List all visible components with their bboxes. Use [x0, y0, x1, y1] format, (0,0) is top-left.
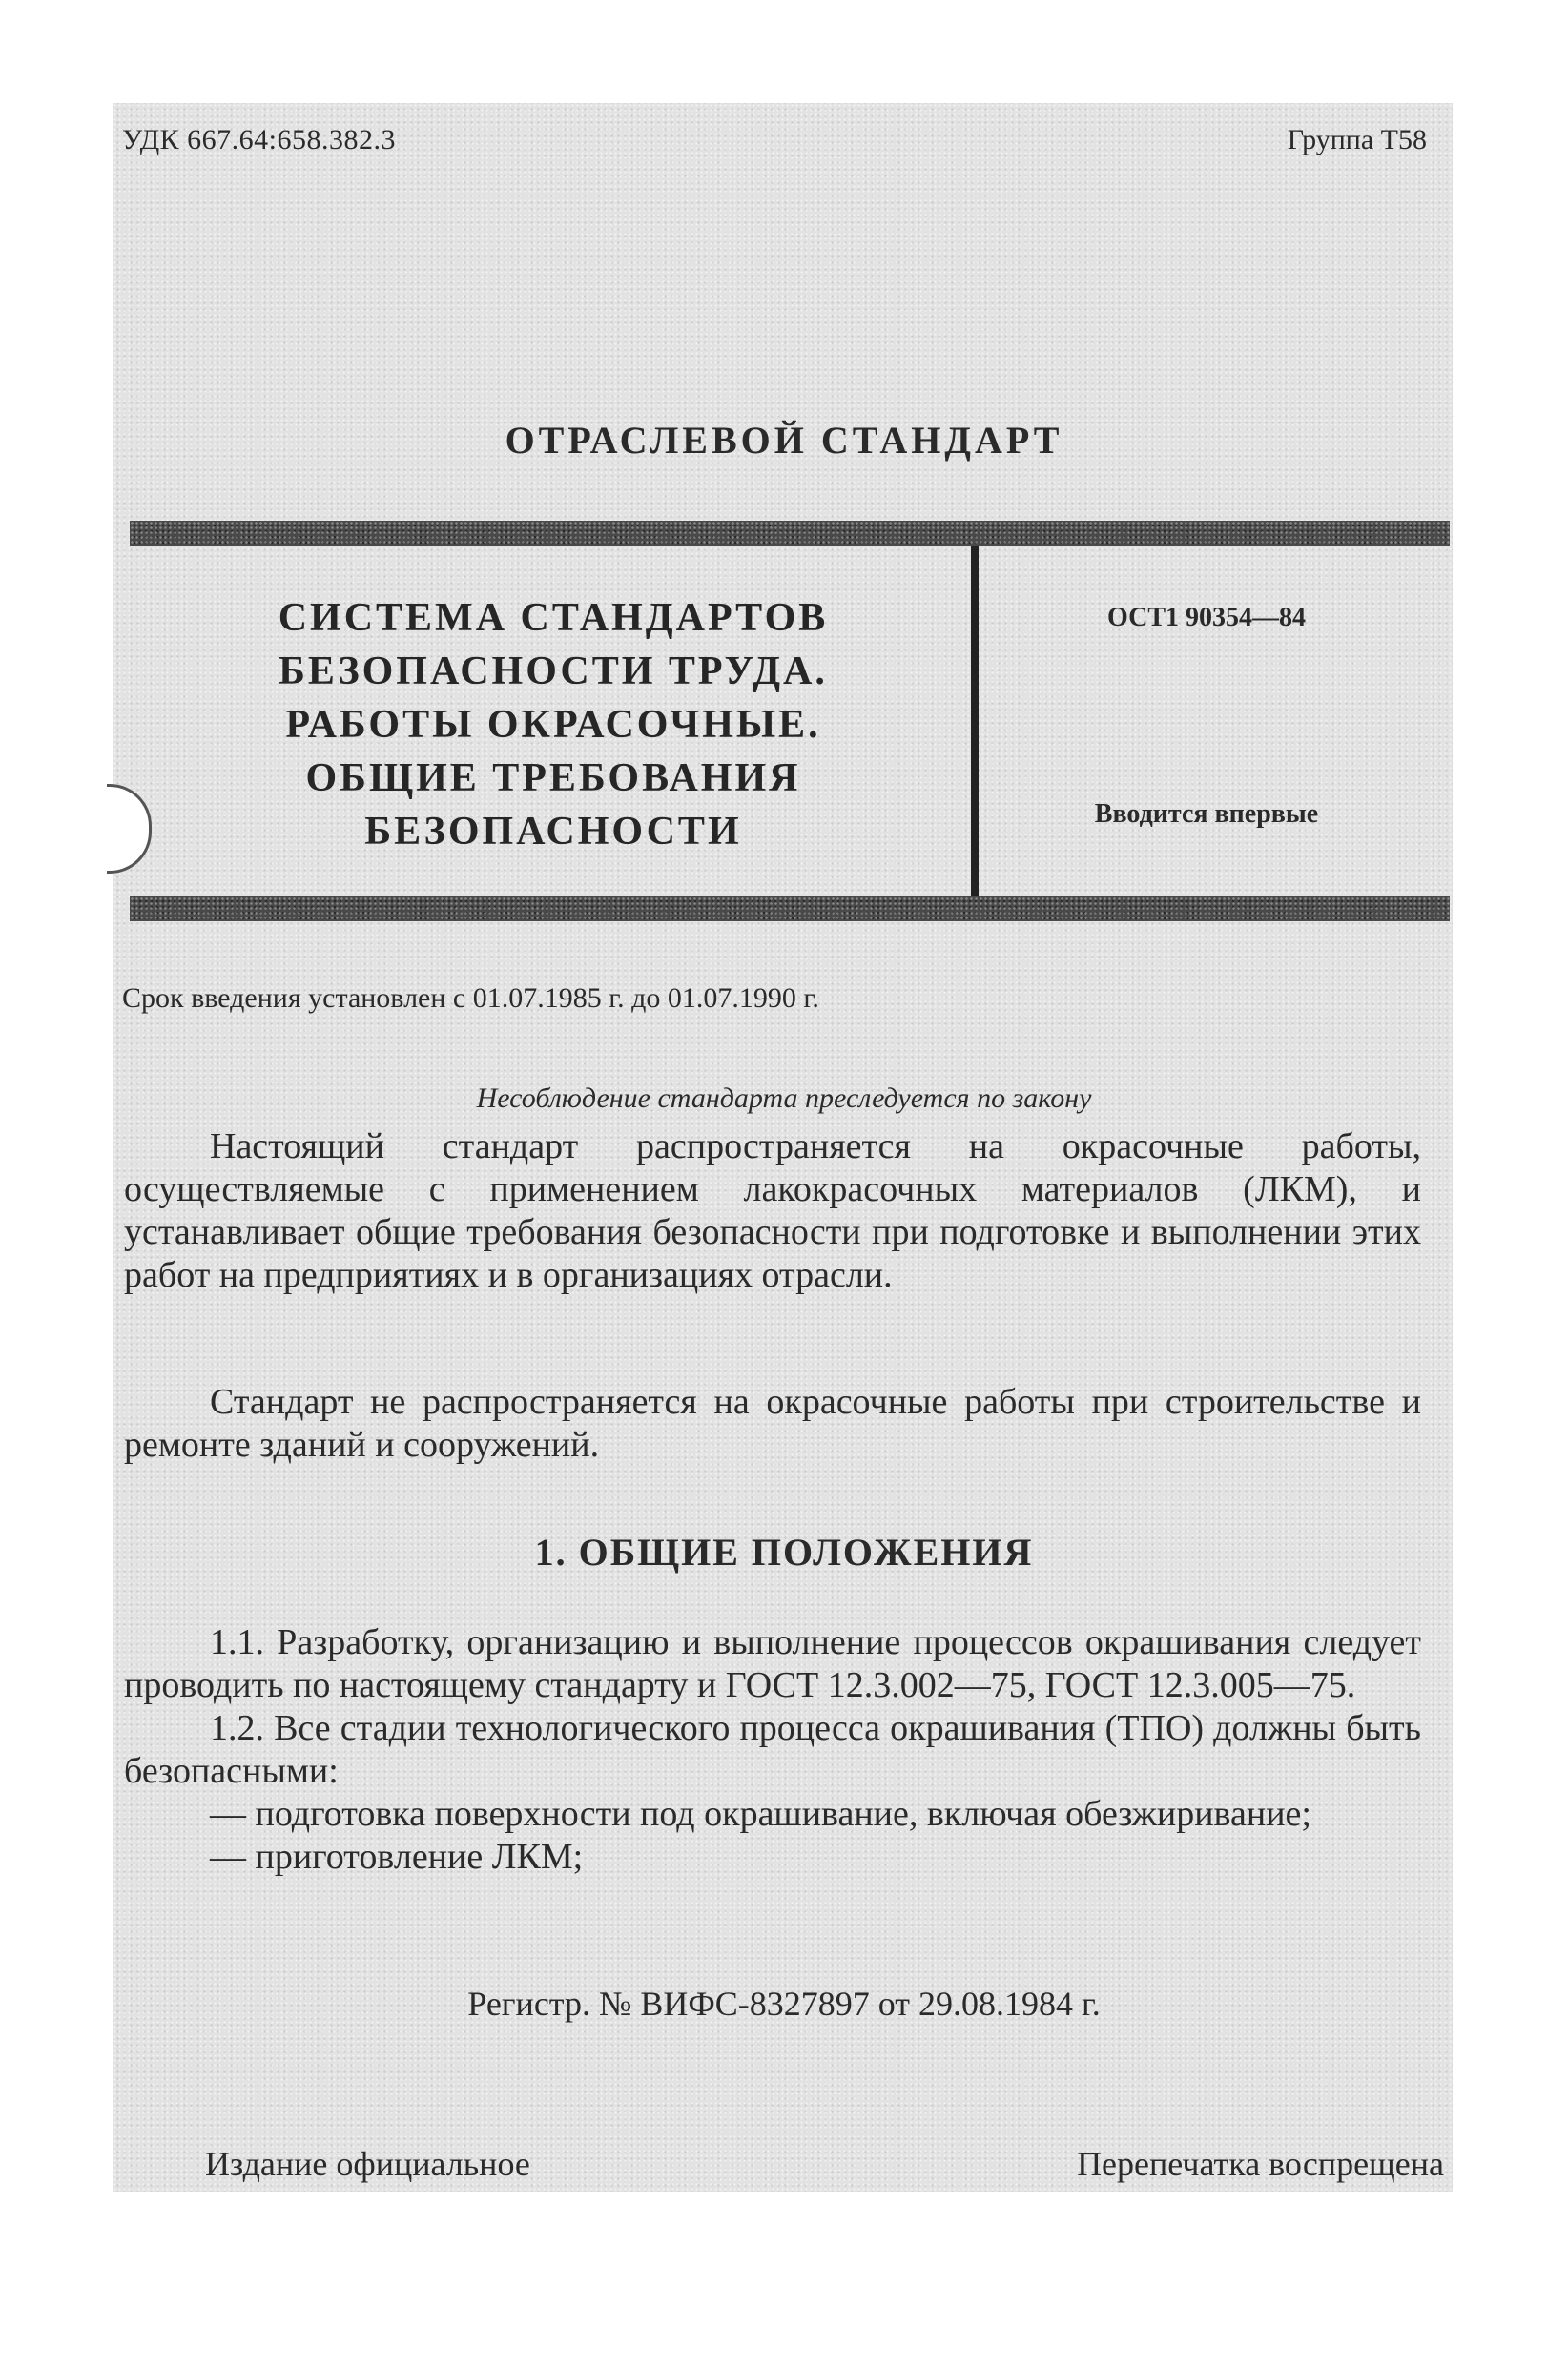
validity-period: Срок введения установлен с 01.07.1985 г. до 01.07.1990 г.: [122, 982, 819, 1014]
clause-1-1: 1.1. Разработку, организацию и выполнение процессов окрашивания следует проводить по настоящему стандарту и ГОСТ 12.3.002—75, ГОСТ 12.3.005—75.: [124, 1622, 1421, 1705]
standard-type-heading: ОТРАСЛЕВОЙ СТАНДАРТ: [505, 419, 1063, 462]
bottom-rule: [130, 896, 1450, 921]
top-rule: [130, 521, 1450, 546]
paragraph-text: Настоящий стандарт распространяется на окрасочные работы, осуществляемые с применением лакокрасочных материалов (ЛКМ), и устанавливает общие требования безопасности при подготовке и выполнении этих работ на предприятиях и в организациях отрасли.: [124, 1126, 1421, 1295]
introduction-status: Вводится впервые: [1094, 799, 1319, 829]
list-item: — приготовление ЛКМ;: [210, 1837, 584, 1877]
section-heading: 1. ОБЩИЕ ПОЛОЖЕНИЯ: [534, 1531, 1034, 1574]
title-line: ОБЩИЕ ТРЕБОВАНИЯ: [305, 756, 801, 800]
intro-paragraph: [124, 1125, 1421, 1297]
title-line: БЕЗОПАСНОСТИ: [364, 810, 742, 854]
group-code: Группа Т58: [1287, 124, 1427, 155]
list-item: — подготовка поверхности под окрашивание, включая обезжиривание;: [210, 1794, 1311, 1834]
title-line: БЕЗОПАСНОСТИ ТРУДА.: [279, 649, 828, 693]
intro-paragraph: [124, 1381, 1421, 1467]
udk-code: УДК 667.64:658.382.3: [122, 124, 397, 155]
title-line: РАБОТЫ ОКРАСОЧНЫЕ.: [285, 703, 821, 747]
registration-number: Регистр. № ВИФС-8327897 от 29.08.1984 г.: [467, 1985, 1101, 2023]
standard-designation: ОСТ1 90354—84: [1106, 603, 1307, 632]
standard-title: [191, 591, 916, 858]
section-clauses: [124, 1621, 1421, 1879]
paragraph-text: Стандарт не распространяется на окрасочные работы при строительстве и ремонте зданий и сооружений.: [124, 1382, 1421, 1465]
clause-1-2: 1.2. Все стадии технологического процесса окрашивания (ТПО) должны быть безопасными:: [124, 1708, 1421, 1791]
vertical-divider: [971, 546, 979, 896]
title-line: СИСТЕМА СТАНДАРТОВ: [278, 596, 829, 640]
edition-note: Издание официальное: [205, 2145, 530, 2183]
reprint-note: Перепечатка воспрещена: [1077, 2145, 1444, 2183]
legal-notice: Несоблюдение стандарта преследуется по закону: [476, 1082, 1092, 1114]
